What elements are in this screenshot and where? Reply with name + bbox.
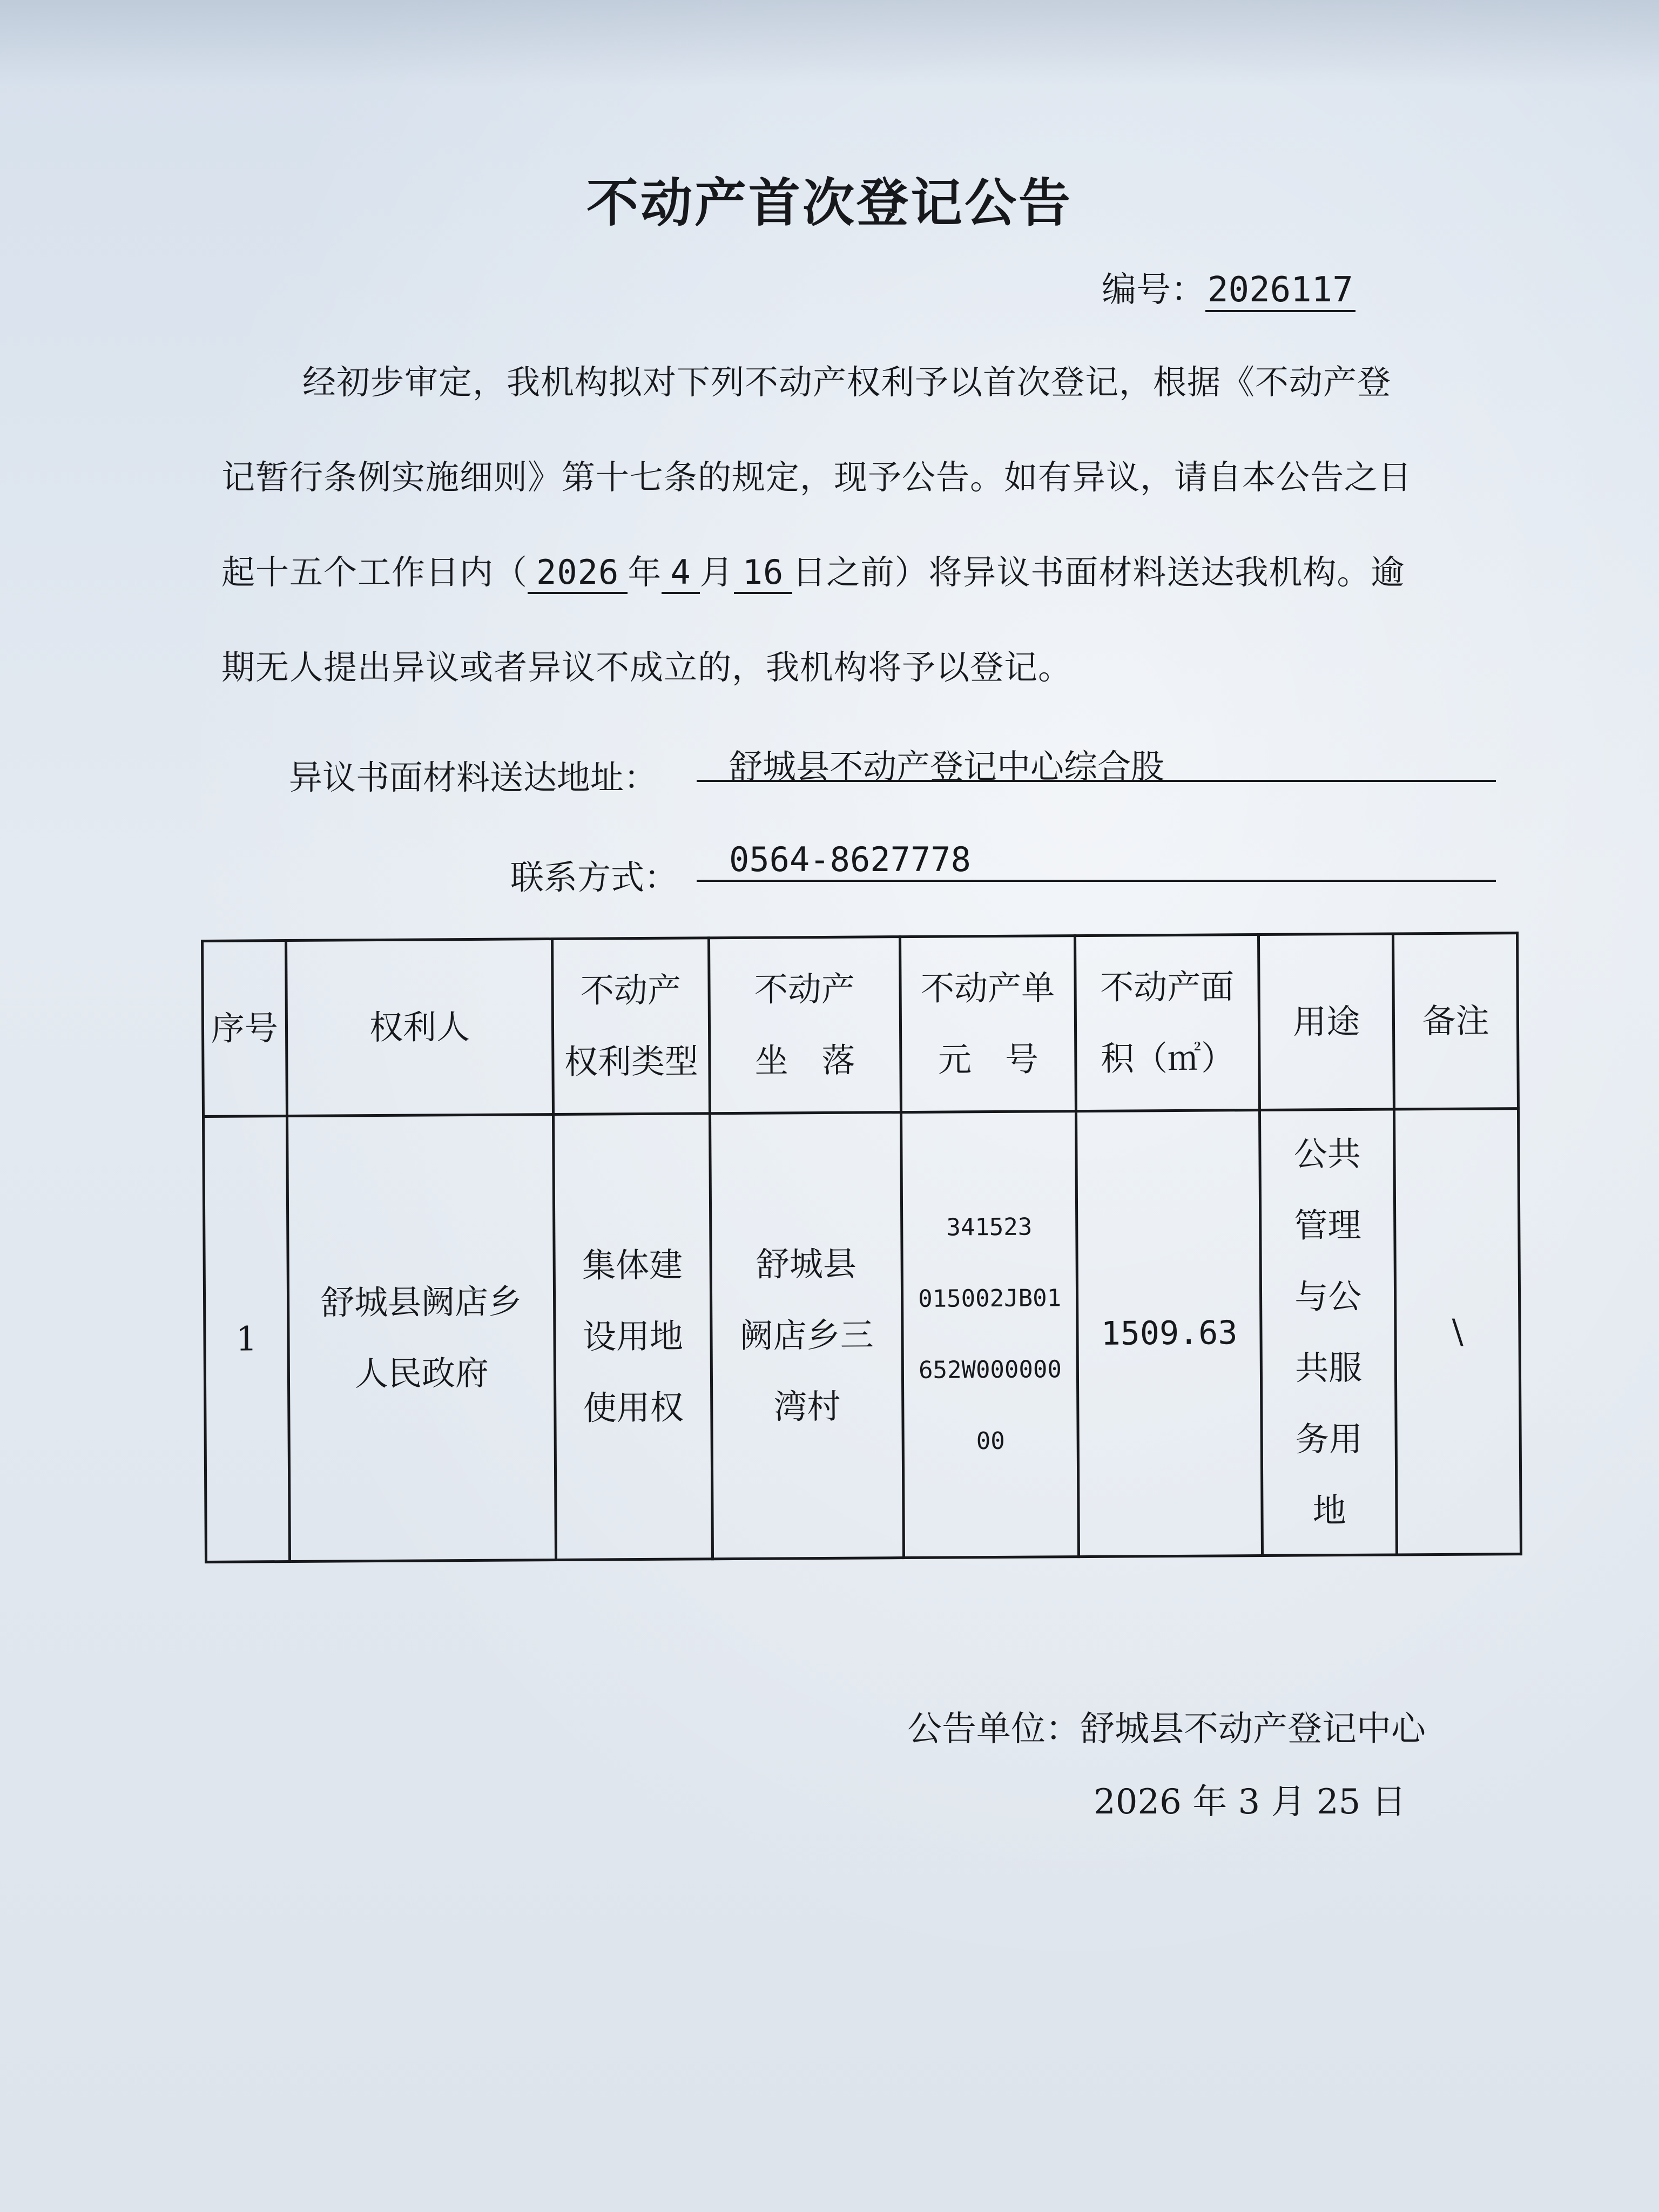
cell-holder: 舒城县阙店乡 人民政府 [287,1115,556,1562]
issue-date: 2026 年 3 月 25 日 [1094,1782,1406,1822]
cell-area: 1509.63 [1076,1110,1263,1557]
year-char: 年 [628,552,662,592]
body-text-1: 经初步审定，我机构拟对下列不动产权利予以首次登记，根据《不动产登 [302,362,1392,402]
cell-unit-number: 341523 015002JB01 652W000000 00 [901,1111,1078,1558]
header-remark: 备注 [1393,933,1519,1109]
body-text-4: 期无人提出异议或者异议不成立的，我机构将予以登记。 [221,648,1073,687]
body-line-2 [221,430,1491,525]
cell-location: 舒城县 阙店乡三 湾村 [710,1112,903,1559]
body-line-4 [221,620,1491,715]
notice-title: 不动产首次登记公告 [586,172,1073,233]
cell-remark: \ [1394,1109,1521,1555]
table-header-row [203,933,1519,1117]
page-shadow [0,0,1659,86]
notice-number-label: 编号： [1102,270,1205,310]
deadline-year: 2026 [528,552,628,594]
address-value: 舒城县不动产登记中心综合股 [697,740,1496,782]
header-unit-number: 不动产单 元 号 [900,936,1076,1112]
deadline-month: 4 [662,552,699,594]
cell-usage: 公共 管理 与公 共服 务用 地 [1259,1109,1397,1556]
header-location: 不动产 坐 落 [709,937,901,1114]
address-label: 异议书面材料送达地址： [289,758,658,797]
issuer: 公告单位：舒城县不动产登记中心 [907,1709,1426,1749]
notice-number [1102,262,1355,312]
body-line-1 [221,335,1491,430]
header-seq: 序号 [203,941,287,1117]
notice-number-value: 2026117 [1205,270,1355,312]
body-text-3-prefix: 起十五个工作日内（ [221,552,528,592]
month-char: 月 [699,552,734,592]
table-row [204,1109,1521,1562]
body-text-3-suffix: 日之前）将异议书面材料送达我机构。逾 [792,552,1405,592]
cell-right-type: 集体建 设用地 使用权 [554,1114,712,1560]
body-text-2: 记暂行条例实施细则》第十七条的规定，现予公告。如有异议，请自本公告之日 [221,457,1413,497]
registration-table [201,932,1522,1563]
contact-label: 联系方式： [510,858,678,897]
body-line-3 [221,525,1491,620]
header-holder: 权利人 [286,939,554,1116]
header-area: 不动产面 积（㎡） [1075,935,1260,1111]
contact-value: 0564-8627778 [697,840,1496,882]
header-usage: 用途 [1258,934,1394,1110]
cell-seq: 1 [204,1116,290,1562]
header-right-type: 不动产 权利类型 [552,938,710,1115]
deadline-day: 16 [734,552,793,594]
